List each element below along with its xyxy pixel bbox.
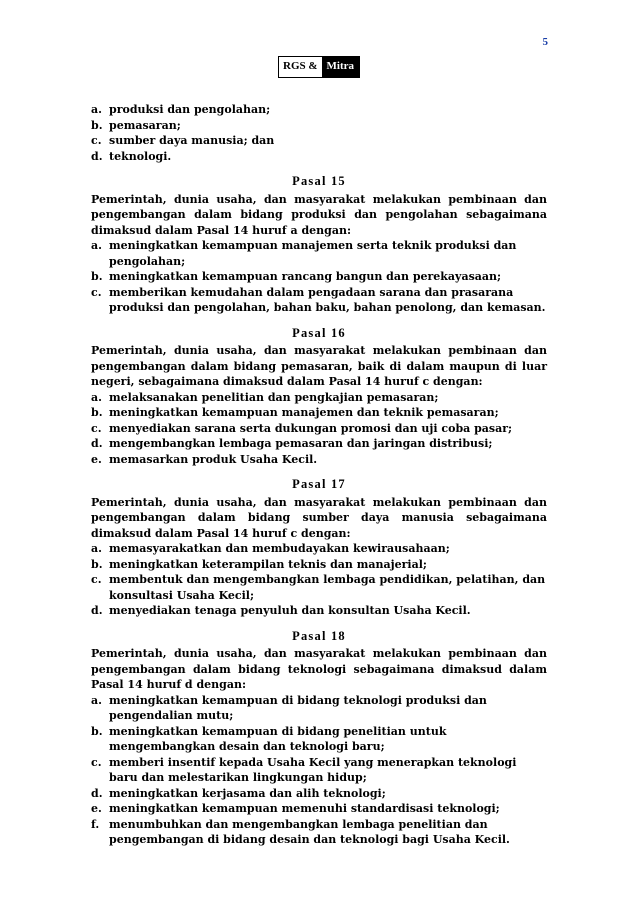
list-item [91,603,547,619]
list-item [91,755,547,786]
logo-right-text: Mitra [322,57,359,77]
list-item [91,405,547,421]
list-marker: e. [91,802,102,815]
list-marker: d. [91,786,103,800]
list-marker: f. [91,817,100,831]
list-marker: a. [91,542,102,555]
list-marker: c. [91,755,102,769]
section-paragraph: Pemerintah, dunia usaha, dan masyarakat melakukan pembinaan dan pengembangan dalam bidang teknologi sebagaimana dimaksud dalam Pasal 14 huruf d dengan: [91,647,547,691]
list-marker: e. [91,452,102,466]
list-marker: a. [91,390,102,404]
list-marker: a. [91,239,102,252]
list-marker: d. [91,604,103,617]
list-marker: c. [91,573,102,586]
list-item [91,786,547,802]
list-item [91,285,547,316]
section-title: Pasal 17 [292,477,346,491]
section-title: Pasal 18 [292,628,346,643]
list-item [91,133,547,149]
list-marker: b. [91,724,103,738]
list-item [91,817,547,848]
list-text: meningkatkan kemampuan di bidang penelitian untuk mengembangkan desain dan teknologi baru; [109,724,447,753]
list-text: memasyarakatkan dan membudayakan kewirausahaan; [109,542,450,555]
list-marker: c. [91,134,102,147]
section-paragraph: Pemerintah, dunia usaha, dan masyarakat melakukan pembinaan dan pengembangan dalam bidang pemasaran, baik di dalam maupun di luar negeri, sebagaimana dimaksud dalam Pasal 14 huruf c dengan: [91,344,547,388]
page-number: 5 [542,36,548,48]
list-text: melaksanakan penelitian dan pengkajian pemasaran; [109,390,439,404]
list-text: menyediakan sarana serta dukungan promosi dan uji coba pasar; [109,421,513,435]
list-text: menyediakan tenaga penyuluh dan konsultan Usaha Kecil. [109,604,471,617]
list-marker: c. [91,421,102,435]
section-title: Pasal 16 [292,325,346,340]
list-marker: b. [91,406,103,419]
list-item [91,238,547,269]
list-text: meningkatkan kemampuan rancang bangun dan perekayasaan; [109,270,502,283]
list-item [91,557,547,573]
list-text: meningkatkan kemampuan di bidang teknologi produksi dan pengendalian mutu; [109,693,487,722]
intro-list [91,102,547,164]
section-pasal-16 [91,326,547,468]
section-paragraph: Pemerintah, dunia usaha, dan masyarakat melakukan pembinaan dan pengembangan dalam bidang sumber daya manusia sebagaimana dimaksud dalam Pasal 14 huruf c dengan: [91,495,547,540]
list-item [91,118,547,134]
section-pasal-15 [91,174,547,316]
list-item [91,421,547,437]
section-pasal-18 [91,629,547,848]
list-marker: a. [91,103,102,116]
list-text: memasarkan produk Usaha Kecil. [109,452,318,466]
list-item [91,801,547,817]
list-text: membentuk dan mengembangkan lembaga pendidikan, pelatihan, dan konsultasi Usaha Kecil; [109,573,546,602]
list-marker: c. [91,285,102,299]
list-item [91,149,547,165]
list-text: meningkatkan keterampilan teknis dan manajerial; [109,557,427,571]
list-text: teknologi. [109,149,172,163]
list-marker: a. [91,693,102,707]
list-item [91,102,547,118]
logo-left-text: RGS & [279,57,322,77]
list-text: menumbuhkan dan mengembangkan lembaga penelitian dan pengembangan di bidang desain dan teknologi bagi Usaha Kecil. [109,817,510,846]
list-marker: b. [91,270,103,283]
list-text: sumber daya manusia; dan [109,134,275,147]
list-marker: b. [91,557,103,571]
section-pasal-17 [91,477,547,619]
list-text: meningkatkan kemampuan manajemen dan teknik pemasaran; [109,406,499,419]
list-item [91,390,547,406]
document-content [91,102,547,848]
list-item [91,269,547,285]
list-text: pemasaran; [109,118,181,132]
list-marker: b. [91,118,103,132]
section-title: Pasal 15 [292,174,346,188]
list-item [91,452,547,468]
list-item [91,693,547,724]
list-text: mengembangkan lembaga pemasaran dan jaringan distribusi; [109,437,493,450]
list-item [91,572,547,603]
list-text: meningkatkan kemampuan memenuhi standardisasi teknologi; [109,802,500,815]
rgs-mitra-logo [278,56,360,78]
list-marker: d. [91,149,103,163]
list-text: meningkatkan kemampuan manajemen serta teknik produksi dan pengolahan; [109,239,517,268]
list-item [91,541,547,557]
list-text: memberi insentif kepada Usaha Kecil yang menerapkan teknologi baru dan melestarikan lingkungan hidup; [109,755,517,784]
list-item [91,436,547,452]
list-marker: d. [91,437,103,450]
list-text: produksi dan pengolahan; [109,103,271,116]
section-paragraph: Pemerintah, dunia usaha, dan masyarakat melakukan pembinaan dan pengembangan dalam bidang produksi dan pengolahan sebagaimana dimaksud dalam Pasal 14 huruf a dengan: [91,192,547,237]
list-text: meningkatkan kerjasama dan alih teknologi; [109,786,386,800]
list-item [91,724,547,755]
list-text: memberikan kemudahan dalam pengadaan sarana dan prasarana produksi dan pengolahan, bahan baku, bahan penolong, dan kemasan. [109,285,546,314]
